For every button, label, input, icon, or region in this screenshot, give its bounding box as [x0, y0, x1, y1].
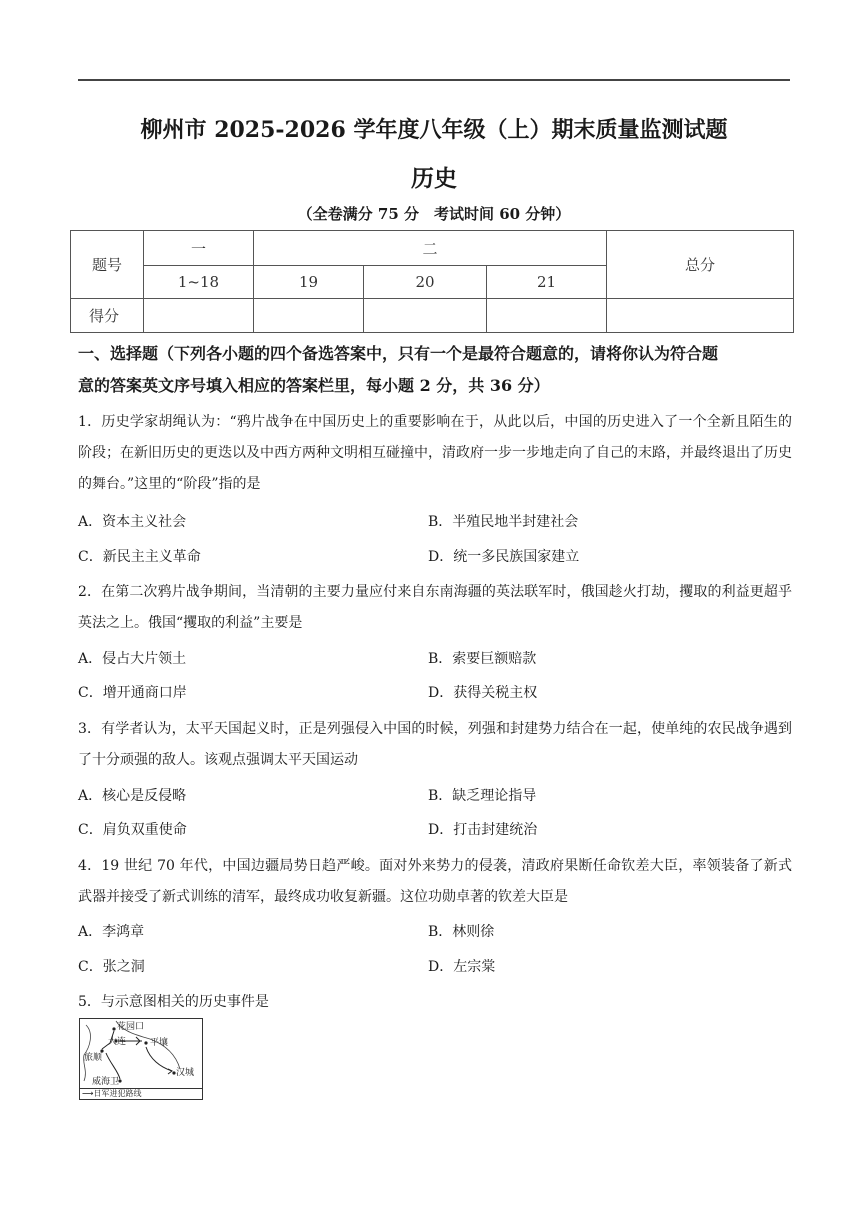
q1-option-a[interactable]: A．资本主义社会	[78, 514, 187, 530]
q2-option-a[interactable]: A．侵占大片领土	[78, 651, 187, 667]
question-1-stem: 1．历史学家胡绳认为：“鸦片战争在中国历史上的重要影响在于，从此以后，中国的历史进入了一个全新且陌生的阶段；在新旧历史的更迭以及中西方两种文明相互碰撞中，清政府一步一步地走向了自己的末路，并最终退出了历史的舞台。”这里的“阶段”指的是	[78, 414, 792, 492]
map-label-dalian: 大连	[108, 1037, 127, 1047]
q2-option-d[interactable]: D．获得关税主权	[428, 685, 538, 701]
q1-option-c[interactable]: C．新民主主义革命	[78, 549, 201, 565]
score-cell[interactable]	[144, 299, 254, 333]
q2-option-c[interactable]: C．增开通商口岸	[78, 685, 187, 701]
exam-subject: 历史	[411, 165, 457, 192]
col-1-18: 1~18	[144, 266, 254, 299]
q4-option-c[interactable]: C．张之洞	[78, 959, 145, 975]
score-cell[interactable]	[364, 299, 487, 333]
q3-option-d[interactable]: D．打击封建统治	[428, 822, 538, 838]
exam-info: （全卷满分 75 分 考试时间 60 分钟）	[297, 205, 571, 223]
total-header: 总分	[607, 231, 794, 299]
q3-option-b[interactable]: B．缺乏理论指导	[428, 788, 537, 804]
question-3-stem: 3．有学者认为，太平天国起义时，正是列强侵入中国的时候，列强和封建势力结合在一起，使单纯的农民战争遇到了十分顽强的敌人。该观点强调太平天国运动	[78, 721, 792, 768]
exam-title: 柳州市 2025-2026 学年度八年级（上）期末质量监测试题	[140, 117, 728, 143]
question-2-stem: 2．在第二次鸦片战争期间，当清朝的主要力量应付来自东南海疆的英法联军时，俄国趁火打劫，攫取的利益更超乎英法之上。俄国“攫取的利益”主要是	[78, 584, 792, 631]
q4-option-a[interactable]: A．李鸿章	[78, 924, 145, 940]
map-label-pyongyang: 平壤	[150, 1038, 169, 1048]
q4-option-d[interactable]: D．左宗棠	[428, 959, 496, 975]
row-label-number: 题号	[71, 231, 144, 299]
score-cell[interactable]	[487, 299, 607, 333]
question-4-stem: 4．19 世纪 70 年代，中国边疆局势日趋严峻。面对外来势力的侵袭，清政府果断任命钦差大臣，率领装备了新式武器并接受了新式训练的清军，最终成功收复新疆。这位功勋卓著的钦差大臣是	[78, 858, 792, 905]
section2-header: 二	[254, 231, 607, 266]
top-rule	[78, 79, 790, 81]
col-19: 19	[254, 266, 364, 299]
section1-heading-1: 一、选择题（下列各小题的四个备选答案中，只有一个是最符合题意的，请将你认为符合题	[78, 344, 719, 363]
col-21: 21	[487, 266, 607, 299]
question-5-stem: 5．与示意图相关的历史事件是	[78, 994, 269, 1010]
map-label-weihaiwei: 威海卫	[92, 1077, 120, 1087]
section1-heading-2: 意的答案英文序号填入相应的答案栏里，每小题 2 分，共 36 分）	[78, 376, 550, 395]
map-legend	[82, 1089, 141, 1099]
score-label: 得分	[71, 299, 144, 333]
q2-option-b[interactable]: B．索要巨额赔款	[428, 651, 537, 667]
col-20: 20	[364, 266, 487, 299]
q3-option-c[interactable]: C．肩负双重使命	[78, 822, 187, 838]
q1-option-b[interactable]: B．半殖民地半封建社会	[428, 514, 579, 530]
q4-option-b[interactable]: B．林则徐	[428, 924, 495, 940]
q1-option-d[interactable]: D．统一多民族国家建立	[428, 549, 580, 565]
map-legend-text: 日军进犯路线	[93, 1089, 142, 1098]
map-label-seoul: 汉城	[176, 1068, 195, 1078]
legend-arrow-icon: ⟶	[82, 1089, 94, 1098]
score-table	[70, 230, 794, 333]
q3-option-a[interactable]: A．核心是反侵略	[78, 788, 187, 804]
score-cell-total[interactable]	[607, 299, 794, 333]
score-cell[interactable]	[254, 299, 364, 333]
section1-header: 一	[144, 231, 254, 266]
map-label-lushun: 旅顺	[84, 1053, 103, 1063]
map-label-huayuankou: 花园口	[117, 1022, 145, 1032]
